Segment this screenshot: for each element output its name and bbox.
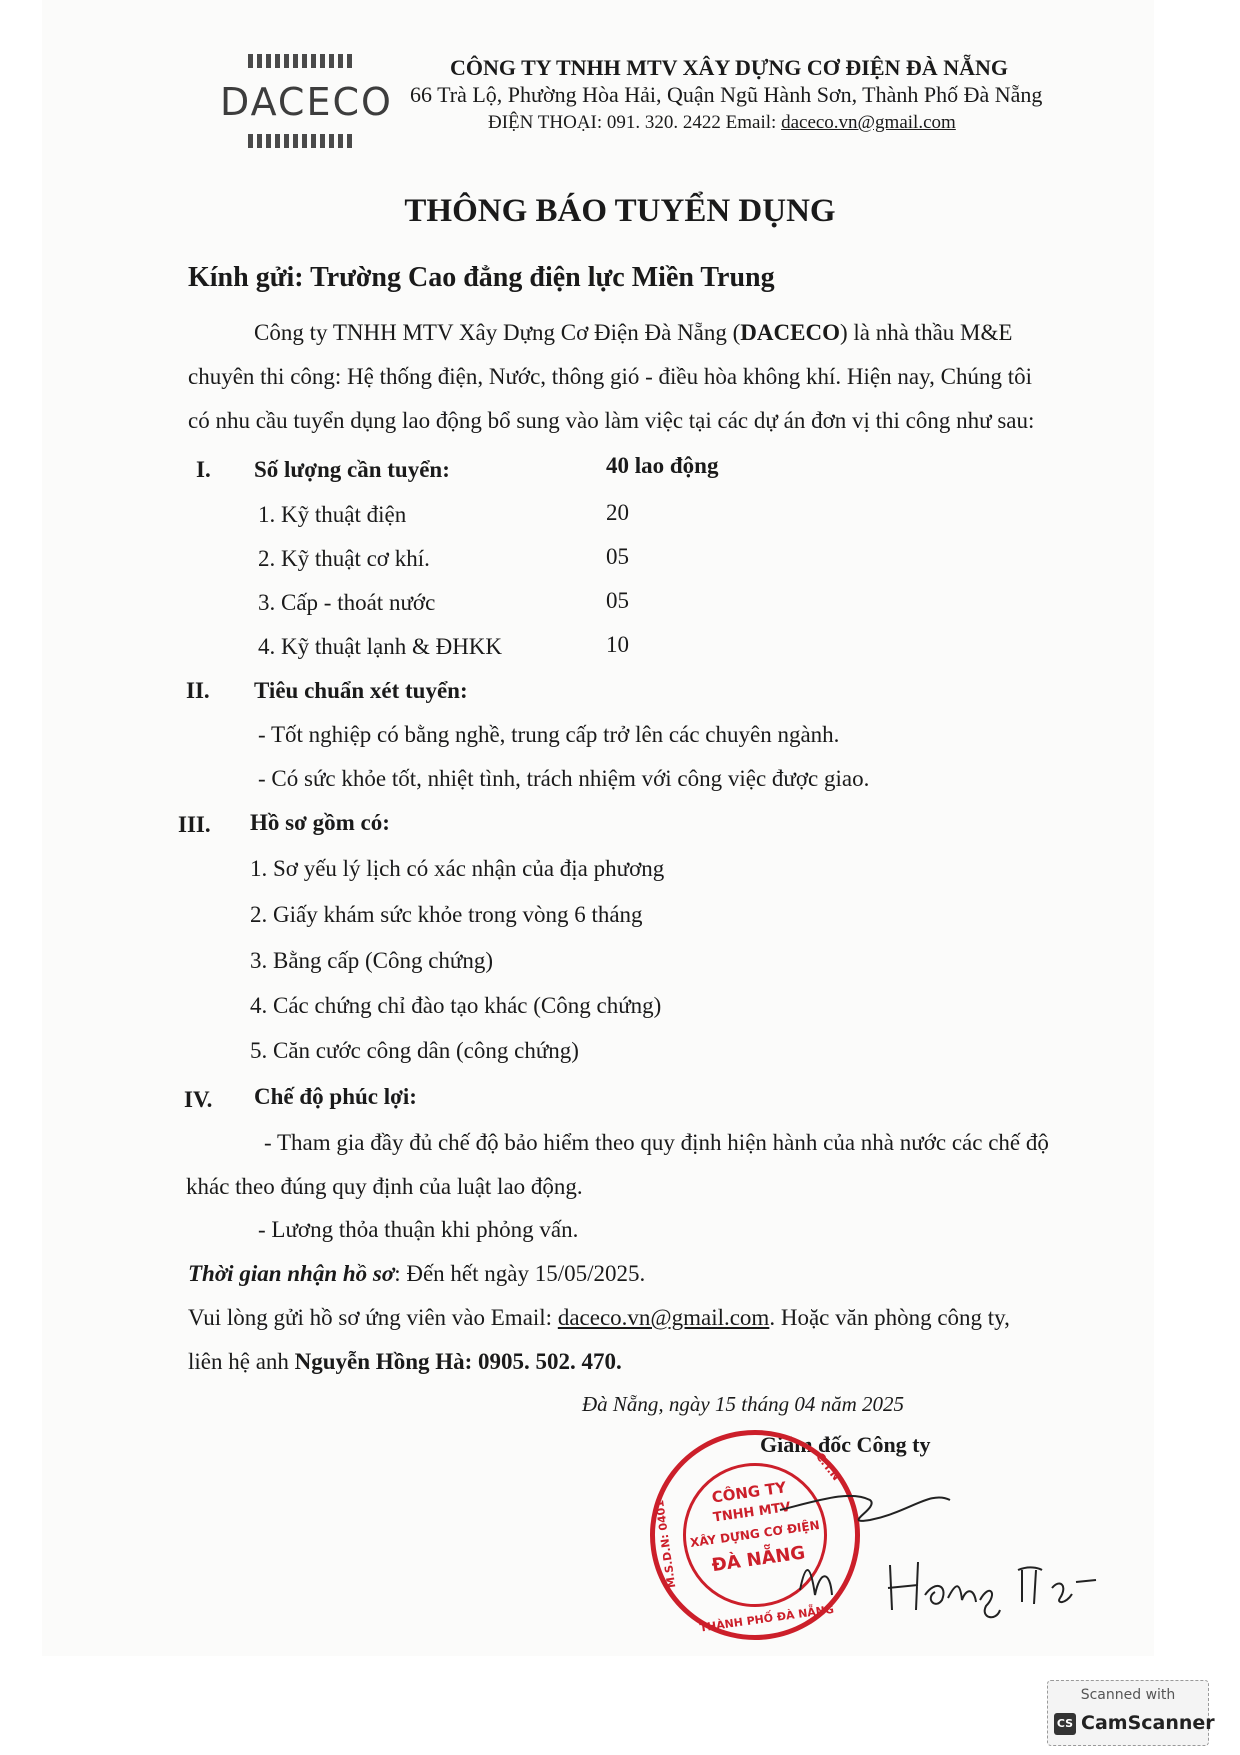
camscanner-icon: CS <box>1054 1713 1076 1735</box>
apply-text: liên hệ anh <box>188 1349 295 1374</box>
greeting: Kính gửi: Trường Cao đẳng điện lực Miền Trung <box>188 262 775 293</box>
logo-bars-top <box>248 54 352 68</box>
list-item: 2. Kỹ thuật cơ khí. <box>258 546 430 571</box>
scanner-brand: CamScanner <box>1081 1712 1215 1734</box>
list-item: 2. Giấy khám sức khỏe trong vòng 6 tháng <box>250 902 643 927</box>
benefit-line-3: - Lương thỏa thuận khi phỏng vấn. <box>258 1217 579 1242</box>
intro-line-2: chuyên thi công: Hệ thống điện, Nước, thông gió - điều hòa không khí. Hiện nay, Chúng tôi <box>188 364 1032 389</box>
list-item: 3. Cấp - thoát nước <box>258 590 436 615</box>
phone-label: ĐIỆN THOẠI: <box>488 112 603 133</box>
list-item: 5. Căn cước công dân (công chứng) <box>250 1038 579 1063</box>
deadline-label: Thời gian nhận hồ sơ <box>188 1261 395 1286</box>
intro-company-short: DACECO <box>740 320 840 345</box>
intro-text: ) là nhà thầu M&E <box>839 320 1013 345</box>
header-email-link[interactable]: daceco.vn@gmail.com <box>781 112 956 133</box>
company-name: CÔNG TY TNHH MTV XÂY DỰNG CƠ ĐIỆN ĐÀ NẴNG <box>450 55 1008 80</box>
list-item: - Có sức khỏe tốt, nhiệt tình, trách nhiệm với công việc được giao. <box>258 766 870 791</box>
stamp-edge-text: THÀNH PHỐ ĐÀ NẴNG <box>698 1602 835 1635</box>
company-address: 66 Trà Lộ, Phường Hòa Hải, Quận Ngũ Hành Sơn, Thành Phố Đà Nẵng <box>410 82 1043 107</box>
intro-text: Công ty TNHH MTV Xây Dựng Cơ Điện Đà Nẵng ( <box>254 320 741 345</box>
benefit-line-1: - Tham gia đầy đủ chế độ bảo hiểm theo quy định hiện hành của nhà nước các chế độ <box>264 1130 1049 1155</box>
list-item-value: 05 <box>606 544 629 569</box>
stamp-line: XÂY DỰNG CƠ ĐIỆN <box>689 1517 821 1551</box>
list-item-value: 20 <box>606 500 629 525</box>
stamp-line: TNHH MTV <box>712 1499 792 1526</box>
apply-email-link[interactable]: daceco.vn@gmail.com <box>557 1305 770 1330</box>
deadline-text: : Đến hết ngày 15/05/2025. <box>394 1261 646 1286</box>
scanner-label: Scanned with <box>1080 1687 1176 1703</box>
logo-text: DACECO <box>220 80 393 124</box>
apply-line-2 <box>188 1349 622 1375</box>
phone-number: 091. 320. 2422 <box>606 112 721 133</box>
section-2-number: II. <box>186 678 210 703</box>
stamp-edge-text: C.T.N <box>813 1450 843 1484</box>
list-item-value: 10 <box>606 632 629 657</box>
section-3-number: III. <box>178 812 211 837</box>
stamp-edge-text: M.S.D.N: 0401 <box>653 1499 679 1589</box>
stamp-line: ĐÀ NẴNG <box>710 1542 807 1577</box>
section-4-number: IV. <box>184 1087 213 1112</box>
list-item: 3. Bằng cấp (Công chứng) <box>250 948 494 973</box>
page-title: THÔNG BÁO TUYỂN DỤNG <box>404 193 836 229</box>
list-item-value: 05 <box>606 588 629 613</box>
section-3-heading: Hồ sơ gồm có: <box>250 810 390 835</box>
section-1-number: I. <box>196 457 211 482</box>
list-item: 1. Sơ yếu lý lịch có xác nhận của địa phương <box>250 856 665 881</box>
signoff-role: Giám đốc Công ty <box>760 1432 931 1457</box>
section-4-heading: Chế độ phúc lợi: <box>254 1084 417 1109</box>
section-1-heading: Số lượng cần tuyển: <box>254 457 450 482</box>
contact-person: Nguyễn Hồng Hà: 0905. 502. 470. <box>294 1349 622 1374</box>
stamp-line: CÔNG TY <box>710 1478 788 1507</box>
list-item: 4. Kỹ thuật lạnh & ĐHKK <box>258 634 503 659</box>
intro-line-1 <box>254 320 1012 346</box>
email-label: Email: <box>725 112 777 133</box>
deadline <box>188 1261 645 1287</box>
intro-line-3: có nhu cầu tuyển dụng lao động bổ sung vào làm việc tại các dự án đơn vị thi công như sau: <box>188 408 1035 433</box>
benefit-line-2: khác theo đúng quy định của luật lao động. <box>186 1174 583 1199</box>
camscanner-badge <box>1047 1680 1215 1746</box>
apply-line-1 <box>188 1305 1010 1331</box>
company-logo <box>220 52 393 150</box>
list-item: - Tốt nghiệp có bằng nghề, trung cấp trở lên các chuyên ngành. <box>258 722 840 747</box>
logo-bars-bottom <box>248 134 352 148</box>
list-item: 1. Kỹ thuật điện <box>258 502 407 527</box>
section-2-heading: Tiêu chuẩn xét tuyển: <box>254 678 468 703</box>
section-1-total: 40 lao động <box>606 453 719 478</box>
handwritten-signature <box>760 1470 1100 1640</box>
list-item: 4. Các chứng chỉ đào tạo khác (Công chứng) <box>250 993 662 1018</box>
apply-text: Vui lòng gửi hồ sơ ứng viên vào Email: <box>188 1305 558 1330</box>
apply-text: . Hoặc văn phòng công ty, <box>769 1305 1010 1330</box>
signoff-date: Đà Nẵng, ngày 15 tháng 04 năm 2025 <box>582 1392 904 1416</box>
company-contact <box>488 112 956 134</box>
